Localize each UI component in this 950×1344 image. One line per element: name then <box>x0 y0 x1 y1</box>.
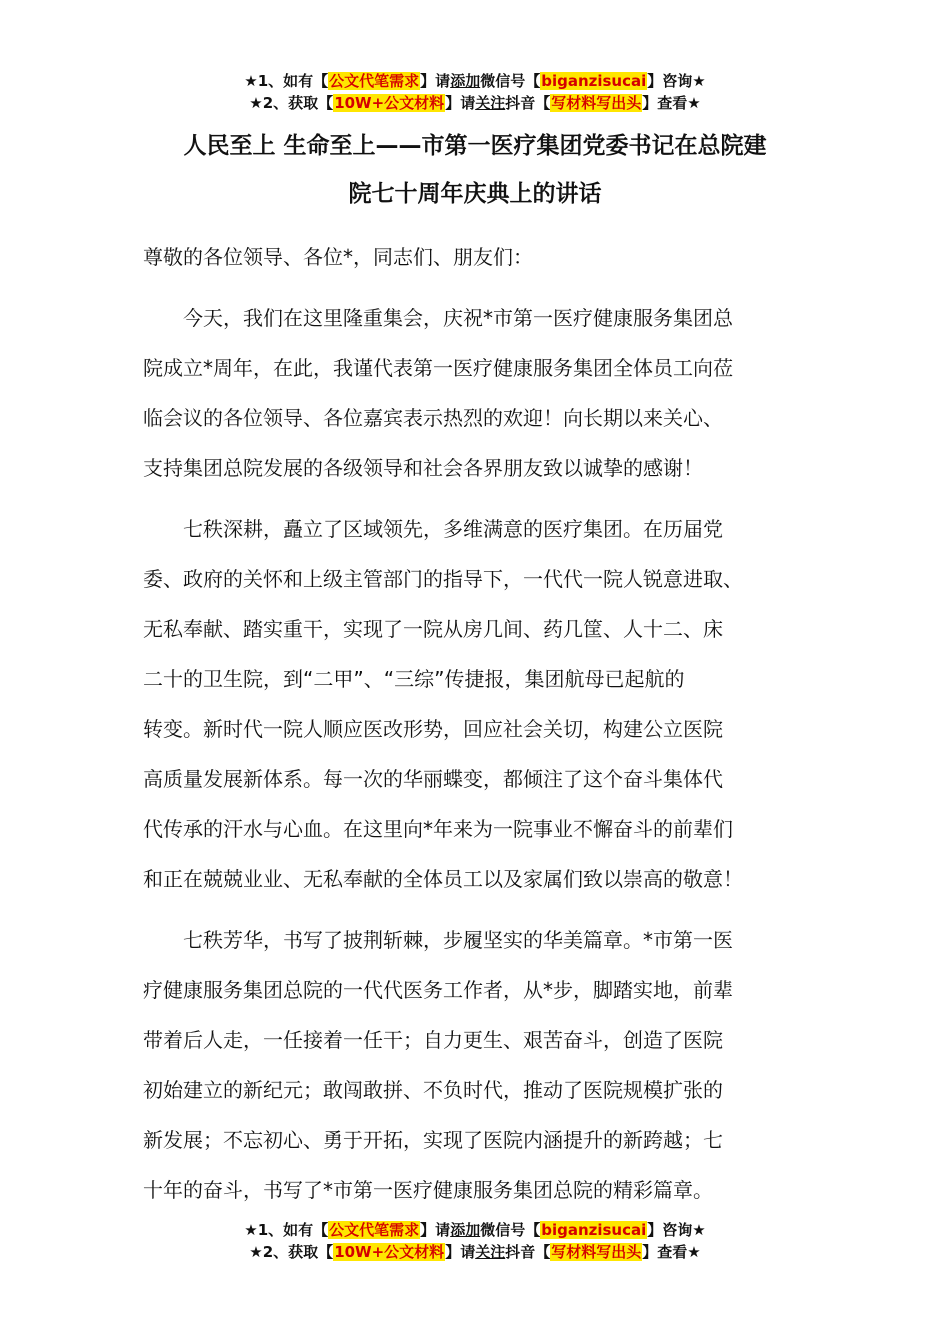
paragraph-line: 委、政府的关怀和上级主管部门的指导下，一代代一院人锐意进取、 <box>143 567 743 591</box>
paragraph-line: 十年的奋斗，书写了*市第一医疗健康服务集团总院的精彩篇章。 <box>143 1178 713 1202</box>
promo-banner-top <box>0 70 950 114</box>
promo-text: 抖音【 <box>505 1243 551 1261</box>
paragraph-line: 二十的卫生院，到“二甲”、“三综”传捷报，集团航母已起航的 <box>143 667 685 691</box>
promo-highlight: 10W+公文材料 <box>334 94 445 112</box>
paragraph-line: 疗健康服务集团总院的一代代医务工作者，从*步，脚踏实地，前辈 <box>143 978 733 1002</box>
document-title-line-1: 人民至上 生命至上——市第一医疗集团党委书记在总院建 <box>183 133 767 159</box>
promo-underlined: 添加 <box>450 1221 481 1239</box>
promo-line-2 <box>0 92 950 114</box>
promo-text: 】查看★ <box>642 94 701 112</box>
promo-text: ★1、如有【 <box>244 72 329 90</box>
promo-underlined: 关注 <box>475 1243 506 1261</box>
paragraph-1 <box>143 293 823 493</box>
promo-highlight: 10W+公文材料 <box>334 1243 445 1261</box>
promo-text: ★2、获取【 <box>249 94 334 112</box>
paragraph-line: 临会议的各位领导、各位嘉宾表示热烈的欢迎！向长期以来关心、 <box>143 406 723 430</box>
paragraph-line: 七秩深耕，矗立了区域领先，多维满意的医疗集团。在历届党 <box>183 517 723 541</box>
promo-highlight: biganzisucai <box>541 72 647 90</box>
document-title-line-2: 院七十周年庆典上的讲话 <box>348 181 602 207</box>
promo-text: 】查看★ <box>642 1243 701 1261</box>
paragraph-3 <box>143 915 823 1215</box>
paragraph-line: 和正在兢兢业业、无私奉献的全体员工以及家属们致以崇高的敬意！ <box>143 867 743 891</box>
paragraph-line: 院成立*周年，在此，我谨代表第一医疗健康服务集团全体员工向莅 <box>143 356 733 380</box>
promo-highlight: 写材料写出头 <box>551 1243 642 1261</box>
promo-banner-bottom <box>0 1219 950 1263</box>
salutation: 尊敬的各位领导、各位*，同志们、朋友们： <box>143 245 533 269</box>
promo-text: 微信号【 <box>480 1221 541 1239</box>
promo-text: 】请 <box>445 1243 476 1261</box>
paragraph-line: 新发展；不忘初心、勇于开拓，实现了医院内涵提升的新跨越；七 <box>143 1128 723 1152</box>
promo-underlined: 添加 <box>450 72 481 90</box>
promo-line-1 <box>0 70 950 92</box>
paragraph-line: 转变。新时代一院人顺应医改形势，回应社会关切，构建公立医院 <box>143 717 723 741</box>
promo-line-2 <box>0 1241 950 1263</box>
promo-text: 抖音【 <box>505 94 551 112</box>
promo-highlight: 公文代笔需求 <box>329 72 420 90</box>
promo-highlight: 公文代笔需求 <box>329 1221 420 1239</box>
promo-line-1 <box>0 1219 950 1241</box>
promo-text: ★2、获取【 <box>249 1243 334 1261</box>
paragraph-2 <box>143 504 823 904</box>
paragraph-line: 无私奉献、踏实重干，实现了一院从房几间、药几筐、人十二、床 <box>143 617 723 641</box>
paragraph-line: 七秩芳华，书写了披荆斩棘，步履坚实的华美篇章。*市第一医 <box>183 928 733 952</box>
promo-highlight: biganzisucai <box>541 1221 647 1239</box>
paragraph-line: 支持集团总院发展的各级领导和社会各界朋友致以诚挚的感谢！ <box>143 456 703 480</box>
promo-text: 】请 <box>445 94 476 112</box>
promo-text: 】咨询★ <box>647 72 706 90</box>
paragraph-line: 初始建立的新纪元；敢闯敢拼、不负时代，推动了医院规模扩张的 <box>143 1078 723 1102</box>
paragraph-line: 带着后人走，一任接着一任干；自力更生、艰苦奋斗，创造了医院 <box>143 1028 723 1052</box>
promo-text: 】咨询★ <box>647 1221 706 1239</box>
promo-text: ★1、如有【 <box>244 1221 329 1239</box>
paragraph-line: 今天，我们在这里隆重集会，庆祝*市第一医疗健康服务集团总 <box>183 306 733 330</box>
promo-text: 】请 <box>420 1221 451 1239</box>
paragraph-line: 代传承的汗水与心血。在这里向*年来为一院事业不懈奋斗的前辈们 <box>143 817 733 841</box>
promo-text: 】请 <box>420 72 451 90</box>
paragraph-line: 高质量发展新体系。每一次的华丽蝶变，都倾注了这个奋斗集体代 <box>143 767 723 791</box>
promo-underlined: 关注 <box>475 94 506 112</box>
promo-highlight: 写材料写出头 <box>551 94 642 112</box>
promo-text: 微信号【 <box>480 72 541 90</box>
